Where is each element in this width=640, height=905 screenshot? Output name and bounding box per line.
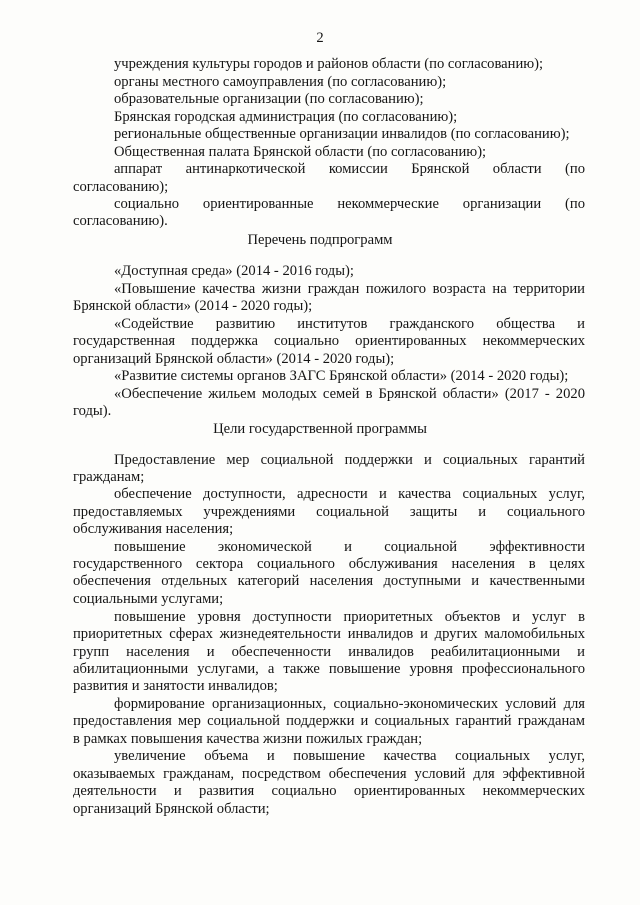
goal-item: обеспечение доступности, адресности и качества социальных услуг, (114, 486, 585, 502)
page-number: 2 (316, 30, 324, 46)
goal-item: увеличение объема и повышение качества социальных услуг, (114, 748, 585, 764)
participant-item: Брянская городская администрация (по согласованию); (114, 109, 458, 125)
participant-item: Общественная палата Брянской области (по согласованию); (114, 144, 487, 160)
participant-item: органы местного самоуправления (по согласованию); (114, 74, 447, 90)
subprogram-item: «Повышение качества жизни граждан пожилого возраста на территории (114, 281, 585, 297)
subprogram-item: «Содействие развитию институтов гражданского общества и (114, 316, 585, 332)
subprogram-item: «Обеспечение жильем молодых семей в Брянской области» (2017 - 2020 (114, 386, 585, 402)
goal-item-continuation: государственного сектора социального обслуживания населения в целях (73, 556, 585, 572)
goal-item-continuation: обеспечения отдельных категорий населения доступными и качественными (73, 573, 585, 589)
subprogram-item: «Развитие системы органов ЗАГС Брянской области» (2014 - 2020 годы); (114, 368, 569, 384)
participant-item: образовательные организации (по согласованию); (114, 91, 424, 107)
participant-item: региональные общественные организации инвалидов (по согласованию); (114, 126, 570, 142)
goal-item-continuation: социальными услугами; (73, 591, 224, 607)
goal-item-continuation: групп населения и обеспеченности инвалидов реабилитационными и (73, 644, 585, 660)
participant-item-continuation: согласованию). (73, 213, 168, 229)
goal-item-continuation: обслуживания населения; (73, 521, 234, 537)
subprograms-heading: Перечень подпрограмм (247, 232, 393, 248)
goal-item-continuation: развития и занятости инвалидов; (73, 678, 278, 694)
goal-item: повышение уровня доступности приоритетных объектов и услуг в (114, 609, 585, 625)
subprogram-item-continuation: Брянской области» (2014 - 2020 годы); (73, 298, 313, 314)
participant-item: социально ориентированные некоммерческие организации (по (114, 196, 585, 212)
participant-item-continuation: согласованию); (73, 179, 169, 195)
subprogram-item: «Доступная среда» (2014 - 2016 годы); (114, 263, 354, 279)
goal-item: Предоставление мер социальной поддержки и социальных гарантий (114, 452, 585, 468)
goal-item-continuation: деятельности и развития социально ориентированных некоммерческих (73, 783, 585, 799)
goal-item: повышение экономической и социальной эффективности (114, 539, 585, 555)
goal-item-continuation: оказываемых гражданам, посредством обеспечения условий для эффективной (73, 766, 585, 782)
goal-item-continuation: в рамках повышения качества жизни пожилых граждан; (73, 731, 423, 747)
goals-heading: Цели государственной программы (213, 421, 427, 437)
subprogram-item-continuation: организаций Брянской области» (2014 - 2020 годы); (73, 351, 395, 367)
participant-item: аппарат антинаркотической комиссии Брянской области (по (114, 161, 585, 177)
goal-item-continuation: предоставляемых учреждениями социальной защиты и социального (73, 504, 585, 520)
subprogram-item-continuation: годы). (73, 403, 112, 419)
subprogram-item-continuation: государственная поддержка социально ориентированных некоммерческих (73, 333, 585, 349)
goal-item-continuation: приоритетных сферах жизнедеятельности инвалидов и других маломобильных (73, 626, 585, 642)
goal-item-continuation: гражданам; (73, 469, 145, 485)
participant-item: учреждения культуры городов и районов области (по согласованию); (114, 56, 544, 72)
goal-item-continuation: организаций Брянской области; (73, 801, 270, 817)
goal-item-continuation: предоставления мер социальной поддержки и социальных гарантий гражданам (73, 713, 585, 729)
goal-item: формирование организационных, социально-экономических условий для (114, 696, 585, 712)
goal-item-continuation: абилитационными услугами, а также повышение уровня профессионального (73, 661, 585, 677)
